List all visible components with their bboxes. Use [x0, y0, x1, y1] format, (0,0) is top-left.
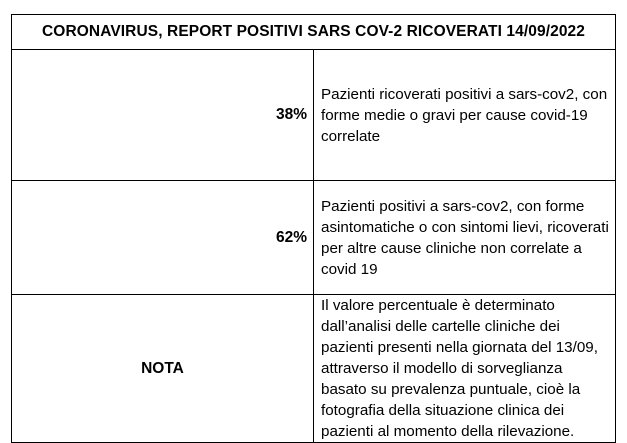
report-title: CORONAVIRUS, REPORT POSITIVI SARS COV-2 RICOVERATI 14/09/2022: [12, 15, 616, 50]
title-row: [12, 15, 616, 50]
note-text: Il valore percentuale è determinato dall’analisi delle cartelle cliniche dei pazienti presenti nella giornata del 13/09, attraverso il modello di sorveglianza basato su prevalenza puntuale, cioè la fotografia della situazione clinica dei pazienti al momento della rilevazione.: [314, 295, 616, 443]
row-description: Pazienti ricoverati positivi a sars-cov2, con forme medie o gravi per cause covid-19 correlate: [314, 50, 616, 181]
table-row: [12, 295, 616, 443]
percentage-label: 62%: [12, 181, 314, 295]
note-label: NOTA: [12, 295, 314, 443]
report-table: [11, 14, 616, 443]
row-description: Pazienti positivi a sars-cov2, con forme asintomatiche o con sintomi lievi, ricoverati per altre cause cliniche non correlate a covid 19: [314, 181, 616, 295]
percentage-label: 38%: [12, 50, 314, 181]
table-row: [12, 50, 616, 181]
table-row: [12, 181, 616, 295]
